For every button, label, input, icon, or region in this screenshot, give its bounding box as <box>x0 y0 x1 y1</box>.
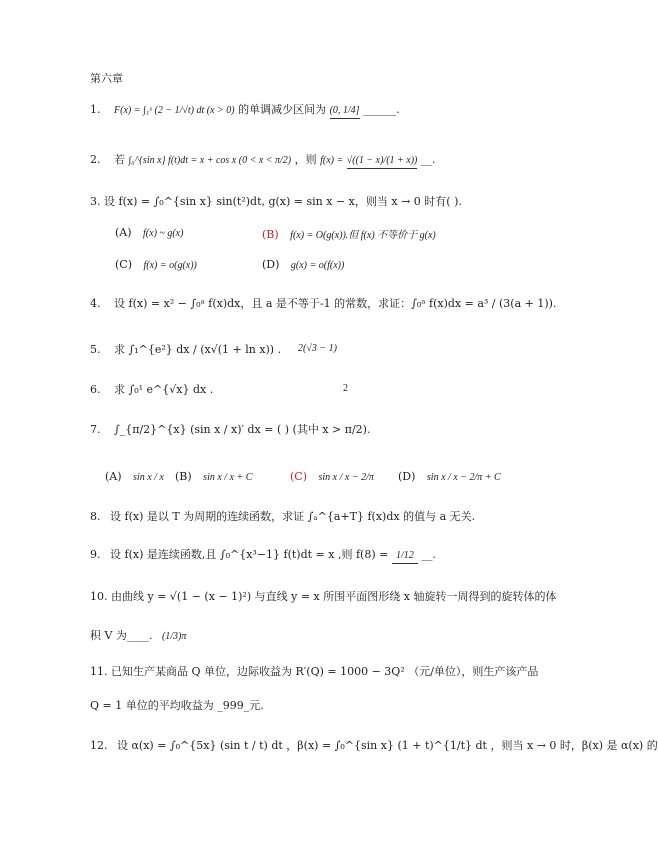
option-text: f(x) ~ g(x) <box>143 228 184 239</box>
q6-text: 求 ∫₀¹ e^{√x} dx . <box>114 383 214 396</box>
q5-number: 5. <box>90 343 101 356</box>
question-5 <box>90 343 281 357</box>
q2-answer: √((1 − x)/(1 + x)) <box>347 154 418 169</box>
q10-text: 由曲线 y = √(1 − (x − 1)²) 与直线 y = x 所围平面图形绕 x 轴旋转一周得到的旋转体的体 <box>111 590 557 603</box>
q7-option-b <box>175 470 252 483</box>
q5-text: 求 ∫₁^{e²} dx / (x√(1 + ln x)) . <box>114 343 282 356</box>
question-11 <box>90 665 538 679</box>
q5-answer: 2(√3 − 1) <box>298 343 337 354</box>
option-label: (D) <box>398 470 416 483</box>
q3-option-a <box>115 226 183 239</box>
q2-lhs: f(x) = <box>320 155 344 166</box>
q6-number: 6. <box>90 383 101 396</box>
question-1 <box>90 103 400 119</box>
q11-text: 已知生产某商品 Q 单位，边际收益为 R′(Q) = 1000 − 3Q² （元/单位），则生产该产品 <box>111 665 539 678</box>
q7-option-d <box>398 470 501 483</box>
option-text: sin x / x <box>133 472 164 483</box>
option-label: (A) <box>115 226 132 239</box>
option-label: (C) <box>115 258 132 271</box>
question-9 <box>90 548 436 564</box>
q9-text: 设 f(x) 是连续函数,且 ∫₀^{x³−1} f(t)dt = x ,则 f(8) = <box>110 548 389 561</box>
q2-number: 2. <box>90 153 101 166</box>
chapter-title: 第六章 <box>90 72 123 85</box>
q2-expression: ∫₀^{sin x} f(t)dt = x + cos x (0 < x < π/2) <box>128 155 292 166</box>
question-12 <box>90 739 658 753</box>
q1-text: 的单调减少区间为 <box>238 103 327 116</box>
q2-pre: 若 <box>114 153 125 166</box>
q7-option-c <box>290 470 374 483</box>
option-label: (B) <box>262 228 279 241</box>
option-text: sin x / x − 2/π <box>318 472 374 483</box>
q9-tail: __. <box>421 548 436 561</box>
option-label: (D) <box>262 258 280 271</box>
q1-answer: (0, 1/4] <box>330 104 360 119</box>
question-7 <box>90 423 370 437</box>
question-2 <box>90 153 435 169</box>
q9-answer: 1/12 <box>392 549 418 564</box>
q11-line2: Q = 1 单位的平均收益为 _999_元. <box>90 699 264 712</box>
q3-option-b <box>262 226 436 241</box>
q3-number: 3. <box>90 195 101 208</box>
question-3 <box>90 195 462 209</box>
option-text: sin x / x + C <box>203 472 253 483</box>
q8-number: 8. <box>90 510 101 523</box>
q6-answer: 2 <box>343 383 348 394</box>
q1-expression: F(x) = ∫₁ˣ (2 − 1/√t) dt (x > 0) <box>114 105 235 116</box>
q10-answer: (1/3)π <box>161 631 187 642</box>
q7-number: 7. <box>90 423 101 436</box>
option-text: g(x) = o(f(x)) <box>290 260 345 271</box>
q9-number: 9. <box>90 548 101 561</box>
q4-number: 4. <box>90 297 101 310</box>
q2-tail: __. <box>420 153 436 166</box>
option-label: (B) <box>175 470 192 483</box>
q10-number: 10. <box>90 590 108 603</box>
option-label: (C) <box>290 470 307 483</box>
q8-text: 设 f(x) 是以 T 为周期的连续函数，求证 ∫ₐ^{a+T} f(x)dx 的值与 a 无关. <box>110 510 476 523</box>
q7-text: ∫_{π/2}^{x} (sin x / x)′ dx = ( ) (其中 x > π/2). <box>114 423 371 436</box>
q4-text: 设 f(x) = x² − ∫₀ᵃ f(x)dx，且 a 是不等于-1 的常数，求证：∫₀ᵃ f(x)dx = a³ / (3(a + 1)). <box>114 297 557 310</box>
question-10 <box>90 590 556 604</box>
q11-number: 11. <box>90 665 108 678</box>
question-10-line2 <box>90 629 186 644</box>
question-8 <box>90 510 475 524</box>
option-text: f(x) = O(g(x)).但 f(x) 不等价于 g(x) <box>290 230 436 241</box>
option-text: f(x) = o(g(x)) <box>143 260 197 271</box>
q3-text: 设 f(x) = ∫₀^{sin x} sin(t²)dt, g(x) = sin x − x，则当 x → 0 时有( ). <box>104 195 462 208</box>
q7-option-a <box>105 470 164 483</box>
q12-text: 设 α(x) = ∫₀^{5x} (sin t / t) dt ，β(x) = ∫₀^{sin x} (1 + t)^{1/t} dt ，则当 x → 0 时，β(x) 是 α(x) 的 <box>117 739 658 752</box>
q12-number: 12. <box>90 739 108 752</box>
option-text: sin x / x − 2/π + C <box>426 472 501 483</box>
q3-option-c <box>115 258 197 271</box>
question-11-line2 <box>90 699 264 713</box>
q3-option-d <box>262 258 344 271</box>
q2-mid: ，则 <box>294 153 317 166</box>
q1-tail: ______. <box>363 103 400 116</box>
option-label: (A) <box>105 470 122 483</box>
question-4 <box>90 297 556 311</box>
q1-number: 1. <box>90 103 101 116</box>
q10-line2: 积 V 为____. <box>90 629 153 642</box>
question-6 <box>90 383 213 397</box>
